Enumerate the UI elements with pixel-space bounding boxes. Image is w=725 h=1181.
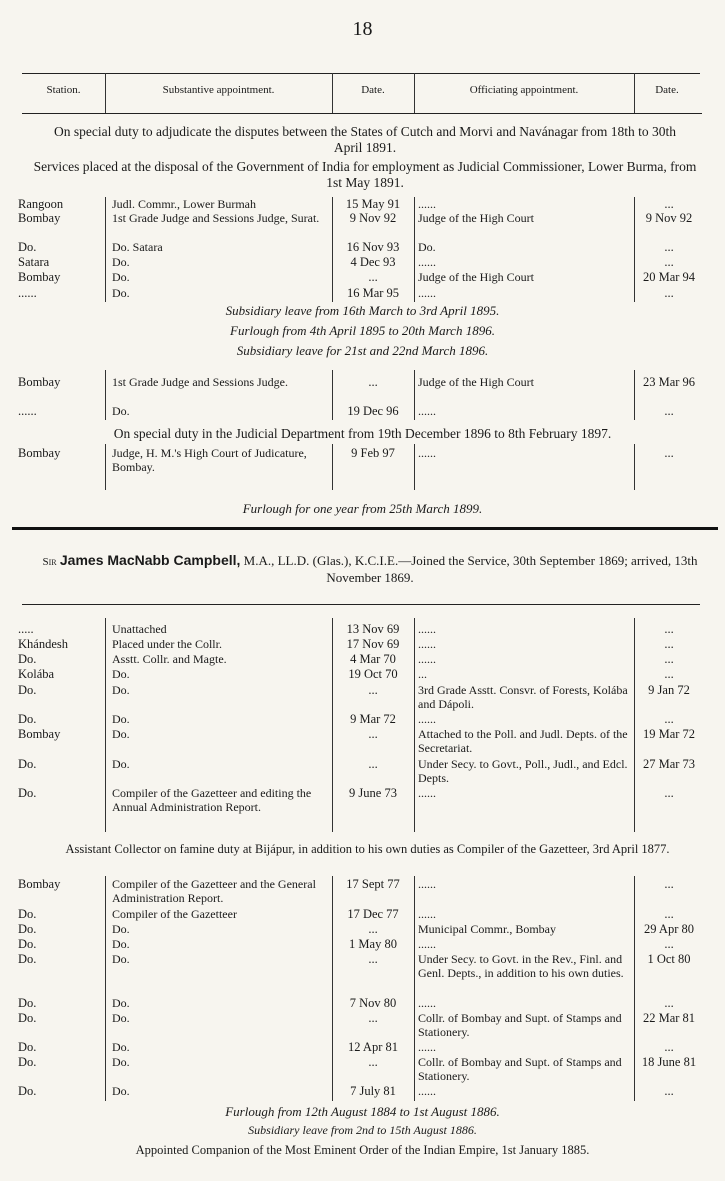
officiating-cell: Do.: [418, 240, 436, 254]
date-cell: ...: [664, 446, 674, 460]
officiating-cell: ......: [418, 404, 436, 418]
substantive-cell: Do.: [112, 922, 130, 936]
date-cell: 9 Nov 92: [645, 211, 693, 225]
paragraph-famine-duty: Assistant Collector on famine duty at Bijápur, in addition to his own duties as Compiler of the Gazetteer, 3rd April 1877.: [65, 842, 670, 856]
substantive-cell: Do.: [112, 1084, 130, 1098]
date-cell: ...: [664, 937, 674, 951]
substantive-cell: 1st Grade Judge and Sessions Judge.: [112, 375, 288, 389]
date-cell: ...: [368, 1011, 378, 1025]
column-header-substantive: Substantive appointment.: [162, 84, 275, 96]
officiating-cell: Collr. of Bombay and Supt. of Stamps and Stationery.: [418, 1055, 622, 1083]
date-cell: 16 Nov 93: [346, 240, 400, 254]
paragraph-services-burma: Services placed at the disposal of the Government of India for employment as Judicial Commissioner, Lower Burma, from 1st May 1891.: [33, 159, 697, 190]
leave-note: Furlough from 4th April 1895 to 20th March 1896.: [230, 323, 495, 338]
officiating-cell: ......: [418, 937, 436, 951]
officiating-cell: ......: [418, 652, 436, 666]
station-cell: Do.: [18, 952, 37, 966]
officer-heading: [40, 553, 700, 585]
column-rule: [414, 370, 415, 420]
substantive-cell: Do.: [112, 667, 130, 681]
officiating-cell: ......: [418, 996, 436, 1010]
date-cell: 7 July 81: [350, 1084, 396, 1098]
companion-note: Appointed Companion of the Most Eminent Order of the Indian Empire, 1st January 1885.: [135, 1143, 590, 1157]
date-cell: 4 Dec 93: [350, 255, 396, 269]
substantive-cell: Unattached: [112, 622, 167, 636]
date-cell: 20 Mar 94: [642, 270, 696, 284]
officer-name: James MacNabb Campbell,: [59, 552, 241, 568]
station-cell: Do.: [18, 786, 37, 800]
date-cell: ...: [368, 757, 378, 771]
date-cell: 29 Apr 80: [644, 922, 694, 936]
date-cell: ...: [368, 922, 378, 936]
date-cell: 9 Mar 72: [350, 712, 396, 726]
header-rule-bottom: [22, 113, 702, 114]
substantive-cell: Placed under the Collr.: [112, 637, 222, 651]
page-number: 18: [352, 18, 373, 40]
officiating-cell: ......: [418, 637, 436, 651]
leave-note: Furlough from 12th August 1884 to 1st August 1886.: [225, 1104, 500, 1119]
date-cell: 17 Sept 77: [346, 877, 400, 891]
substantive-cell: Do.: [112, 757, 130, 771]
date-cell: 1 Oct 80: [647, 952, 691, 966]
station-cell: Do.: [18, 907, 37, 921]
substantive-cell: Compiler of the Gazetteer and editing the Annual Administration Report.: [112, 786, 312, 814]
date-cell: 15 May 91: [345, 197, 401, 211]
date-cell: ...: [664, 907, 674, 921]
date-cell: ...: [368, 270, 378, 284]
date-cell: ...: [368, 727, 378, 741]
officiating-cell: ......: [418, 1084, 436, 1098]
column-rule: [634, 618, 635, 832]
officiating-cell: 3rd Grade Asstt. Consvr. of Forests, Kolába and Dápoli.: [418, 683, 628, 711]
station-cell: ......: [18, 286, 37, 300]
station-cell: Do.: [18, 937, 37, 951]
column-header-officiating: Officiating appointment.: [469, 84, 579, 96]
column-rule: [414, 876, 415, 1101]
date-cell: 16 Mar 95: [346, 286, 400, 300]
date-cell: ...: [664, 667, 674, 681]
date-cell: 4 Mar 70: [350, 652, 396, 666]
date-cell: 7 Nov 80: [349, 996, 397, 1010]
station-cell: Rangoon: [18, 197, 64, 211]
date-cell: 18 June 81: [641, 1055, 697, 1069]
column-rule: [414, 618, 415, 832]
date-cell: 17 Dec 77: [347, 907, 399, 921]
officiating-cell: ......: [418, 712, 436, 726]
station-cell: Do.: [18, 1055, 37, 1069]
officiating-cell: Municipal Commr., Bombay: [418, 922, 556, 936]
section-separator: [12, 527, 718, 530]
station-cell: Kolába: [18, 667, 55, 681]
substantive-cell: 1st Grade Judge and Sessions Judge, Surat.: [112, 211, 320, 225]
date-cell: ...: [664, 712, 674, 726]
officiating-cell: Judge of the High Court: [418, 211, 534, 225]
date-cell: ...: [664, 877, 674, 891]
officiating-cell: Under Secy. to Govt. in the Rev., Finl. and Genl. Depts., in addition to his own duties.: [418, 952, 624, 980]
station-cell: Do.: [18, 240, 37, 254]
date-cell: 22 Mar 81: [642, 1011, 696, 1025]
station-cell: Do.: [18, 757, 37, 771]
paragraph-judicial-special-duty: On special duty in the Judicial Department from 19th December 1896 to 8th February 1897.: [113, 426, 612, 441]
officiating-cell: ......: [418, 622, 436, 636]
officiating-cell: ...: [418, 667, 427, 681]
substantive-cell: Judl. Commr., Lower Burmah: [112, 197, 256, 211]
date-cell: ...: [368, 375, 378, 389]
date-cell: ...: [664, 996, 674, 1010]
station-cell: ......: [18, 404, 37, 418]
substantive-cell: Do.: [112, 996, 130, 1010]
officiating-cell: Under Secy. to Govt., Poll., Judl., and Edcl. Depts.: [418, 757, 628, 785]
substantive-cell: Do.: [112, 1040, 130, 1054]
station-cell: Bombay: [18, 727, 61, 741]
date-cell: ...: [368, 1055, 378, 1069]
date-cell: 19 Mar 72: [642, 727, 696, 741]
date-cell: 27 Mar 73: [642, 757, 696, 771]
substantive-cell: Do.: [112, 952, 130, 966]
station-cell: Khándesh: [18, 637, 68, 651]
substantive-cell: Do.: [112, 286, 130, 300]
officiating-cell: ......: [418, 786, 436, 800]
date-cell: ...: [664, 197, 674, 211]
date-cell: 13 Nov 69: [346, 622, 400, 636]
station-cell: Do.: [18, 922, 37, 936]
date-cell: 19 Dec 96: [347, 404, 399, 418]
officiating-cell: ......: [418, 255, 436, 269]
station-cell: Bombay: [18, 270, 61, 284]
substantive-cell: Compiler of the Gazetteer and the General Administration Report.: [112, 877, 316, 905]
date-cell: ...: [664, 622, 674, 636]
column-rule: [105, 370, 106, 420]
leave-note: Subsidiary leave from 16th March to 3rd April 1895.: [225, 303, 500, 318]
officiating-cell: Judge of the High Court: [418, 270, 534, 284]
furlough-note: Furlough for one year from 25th March 1899.: [242, 501, 483, 516]
column-header-station: Station.: [46, 84, 81, 96]
date-cell: ...: [664, 1084, 674, 1098]
station-cell: Do.: [18, 1011, 37, 1025]
date-cell: ...: [664, 404, 674, 418]
station-cell: Do.: [18, 996, 37, 1010]
station-cell: Do.: [18, 683, 37, 697]
date-cell: 23 Mar 96: [642, 375, 696, 389]
date-cell: ...: [664, 240, 674, 254]
date-cell: ...: [664, 255, 674, 269]
column-rule: [634, 370, 635, 420]
column-rule: [105, 444, 106, 490]
substantive-cell: Asstt. Collr. and Magte.: [112, 652, 227, 666]
substantive-cell: Do.: [112, 404, 130, 418]
officiating-cell: ......: [418, 1040, 436, 1054]
officiating-cell: ......: [418, 286, 436, 300]
column-rule: [414, 444, 415, 490]
station-cell: Do.: [18, 652, 37, 666]
date-cell: ...: [368, 952, 378, 966]
date-cell: 9 June 73: [349, 786, 397, 800]
column-rule: [634, 444, 635, 490]
substantive-cell: Compiler of the Gazetteer: [112, 907, 237, 921]
station-cell: Do.: [18, 1084, 37, 1098]
date-cell: 9 Feb 97: [351, 446, 395, 460]
column-rule: [414, 197, 415, 302]
date-cell: 1 May 80: [349, 937, 397, 951]
header-rule-top: [22, 73, 700, 74]
column-rule: [105, 876, 106, 1101]
date-cell: 9 Nov 92: [349, 211, 397, 225]
column-rule: [105, 618, 106, 832]
substantive-cell: Do.: [112, 270, 130, 284]
date-cell: ...: [664, 786, 674, 800]
station-cell: Satara: [18, 255, 50, 269]
officiating-cell: ......: [418, 907, 436, 921]
station-cell: Bombay: [18, 877, 61, 891]
date-cell: ...: [664, 1040, 674, 1054]
station-cell: .....: [18, 622, 34, 636]
substantive-cell: Do.: [112, 937, 130, 951]
date-cell: 12 Apr 81: [348, 1040, 398, 1054]
date-cell: ...: [664, 637, 674, 651]
substantive-cell: Do.: [112, 1055, 130, 1069]
substantive-cell: Do.: [112, 683, 130, 697]
station-cell: Bombay: [18, 446, 61, 460]
date-cell: 19 Oct 70: [348, 667, 398, 681]
station-cell: Bombay: [18, 211, 61, 225]
officiating-cell: Attached to the Poll. and Judl. Depts. of the Secretariat.: [418, 727, 628, 755]
column-rule: [634, 197, 635, 302]
officiating-cell: ......: [418, 877, 436, 891]
column-header-date: Date.: [655, 84, 679, 96]
column-rule: [105, 197, 106, 302]
substantive-cell: Do.: [112, 1011, 130, 1025]
date-cell: ...: [664, 652, 674, 666]
substantive-cell: Do.: [112, 255, 130, 269]
station-cell: Do.: [18, 712, 37, 726]
leave-note: Subsidiary leave for 21st and 22nd March 1896.: [236, 343, 489, 358]
substantive-cell: Do.: [112, 727, 130, 741]
officiating-cell: ......: [418, 446, 436, 460]
paragraph-special-duty-cutch: On special duty to adjudicate the disputes between the States of Cutch and Morvi and Navánagar from 18th to 30th April 1891.: [54, 124, 676, 155]
station-cell: Do.: [18, 1040, 37, 1054]
date-cell: ...: [664, 286, 674, 300]
date-cell: 9 Jan 72: [648, 683, 690, 697]
date-cell: ...: [368, 683, 378, 697]
officer-details: M.A., LL.D. (Glas.), K.C.I.E.—Joined the Service, 30th September 1869; arrived, 13th November 1869.: [243, 553, 698, 585]
officiating-cell: Judge of the High Court: [418, 375, 534, 389]
officer-prefix: Sir: [42, 556, 57, 568]
officiating-cell: Collr. of Bombay and Supt. of Stamps and Stationery.: [418, 1011, 622, 1039]
substantive-cell: Do.: [112, 712, 130, 726]
section-rule: [22, 604, 700, 605]
column-header-date: Date.: [361, 84, 385, 96]
substantive-cell: Do. Satara: [112, 240, 163, 254]
leave-note: Subsidiary leave from 2nd to 15th August 1886.: [248, 1123, 477, 1137]
date-cell: 17 Nov 69: [346, 637, 400, 651]
column-rule: [634, 876, 635, 1101]
station-cell: Bombay: [18, 375, 61, 389]
substantive-cell: Judge, H. M.'s High Court of Judicature, Bombay.: [112, 446, 307, 474]
officiating-cell: ......: [418, 197, 436, 211]
